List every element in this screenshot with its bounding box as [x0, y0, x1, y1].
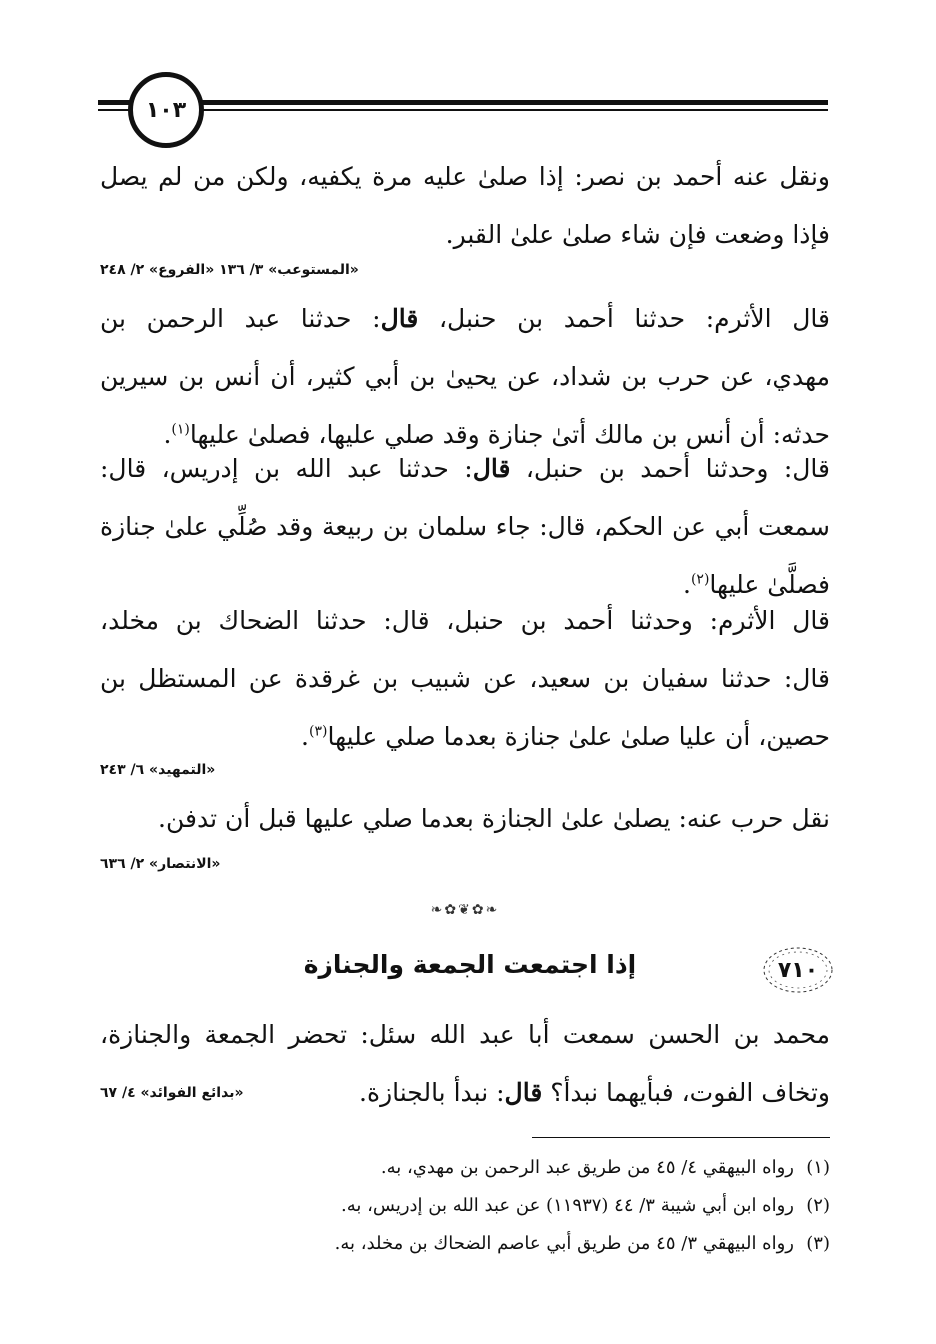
footnote-2: [230, 1190, 830, 1222]
paragraph-line: فإذا وضعت فإن شاء صلىٰ علىٰ القبر.: [445, 220, 830, 249]
paragraph-line: مهدي، عن حرب بن شداد، عن يحيىٰ بن أبي كثير، أن أنس بن سيرين: [100, 362, 830, 391]
footnote-1: [230, 1152, 830, 1184]
paragraph-5: [100, 790, 830, 848]
paragraph-line: قال الأثرم: وحدثنا أحمد بن حنبل، قال: حدثنا الضحاك بن مخلد،: [100, 606, 830, 635]
paragraph-line: قال الأثرم: حدثنا أحمد بن حنبل، قال: حدثنا عبد الرحمن بن: [100, 304, 830, 333]
footnote-marker[interactable]: (١): [171, 421, 190, 438]
paragraph-3: [100, 440, 830, 614]
page-number: ١٠٣: [145, 97, 187, 123]
paragraph-2: [100, 290, 830, 464]
paragraph-line: قال: حدثنا سفيان بن سعيد، عن شبيب بن غرقدة عن المستظل بن: [100, 664, 830, 693]
paragraph-line: سمعت أبي عن الحكم، قال: جاء سلمان بن ربيعة وقد صُلِّي علىٰ جنازة: [100, 512, 830, 541]
paragraph-line: قال: وحدثنا أحمد بن حنبل، قال: حدثنا عبد الله بن إدريس، قال:: [100, 454, 830, 483]
paragraph-line: وتخاف الفوت، فبأيهما نبدأ؟ قال: نبدأ بالجنازة. «بدائع الفوائد» ٤/ ٦٧: [100, 1064, 830, 1122]
footnote-separator: [532, 1137, 830, 1138]
paragraph-line: حصين، أن عليا صلىٰ علىٰ جنازة بعدما صلي عليها$^{(٣)}$.: [301, 722, 830, 751]
footnote-text: رواه البيهقي ٤/ ٤٥ من طريق عبد الرحمن بن مهدي، به.: [380, 1157, 794, 1178]
footnote-marker[interactable]: (٣): [308, 723, 328, 740]
paragraph-line: ونقل عنه أحمد بن نصر: إذا صلىٰ عليه مرة يكفيه، ولكن من لم يصل: [100, 162, 830, 191]
footnote-text: رواه ابن أبي شيبة ٣/ ٤٤ (١١٩٣٧) عن عبد الله بن إدريس، به.: [340, 1195, 794, 1216]
paragraph-4: [100, 592, 830, 766]
paragraph-line: حدثه: أن أنس بن مالك أتىٰ جنازة وقد صلي عليها، فصلىٰ عليها$^{(١)}$.: [163, 420, 830, 449]
paragraph-line: محمد بن الحسن سمعت أبا عبد الله سئل: تحضر الجمعة والجنازة،: [100, 1020, 830, 1049]
source-citation: «الانتصار» ٢/ ٦٣٦: [100, 856, 221, 872]
footnote-marker[interactable]: (٢): [690, 571, 710, 588]
section-title: إذا اجتمعت الجمعة والجنازة: [303, 950, 637, 979]
paragraph-1: [100, 148, 830, 264]
paragraph-line: فصلَّىٰ عليها$^{(٢)}$.: [683, 570, 830, 599]
footnote-number: (٣): [806, 1233, 830, 1254]
paragraph-6: [100, 1006, 830, 1122]
footnote-number: (١): [806, 1157, 830, 1178]
source-citation: «التمهيد» ٦/ ٢٤٣: [100, 762, 216, 778]
header-rule-thick: [98, 100, 828, 105]
source-citation: «بدائع الفوائد» ٤/ ٦٧: [100, 1085, 244, 1101]
footnote-number: (٢): [806, 1195, 830, 1216]
footnote-3: [230, 1228, 830, 1260]
header-rule-thin: [98, 109, 828, 111]
paragraph-line: نقل حرب عنه: يصلىٰ علىٰ الجنازة بعدما صلي عليها قبل أن تدفن.: [158, 804, 830, 833]
section-number: ٧١٠: [777, 957, 819, 983]
section-number-badge: [760, 944, 836, 996]
source-citation: «المستوعب» ٣/ ١٣٦ «الفروع» ٢/ ٢٤٨: [100, 262, 359, 278]
ornament-divider: ❧✿❦✿❧: [430, 902, 500, 918]
footnote-text: رواه البيهقي ٣/ ٤٥ من طريق أبي عاصم الضحاك بن مخلد، به.: [334, 1233, 794, 1254]
page-number-badge: [128, 72, 204, 148]
